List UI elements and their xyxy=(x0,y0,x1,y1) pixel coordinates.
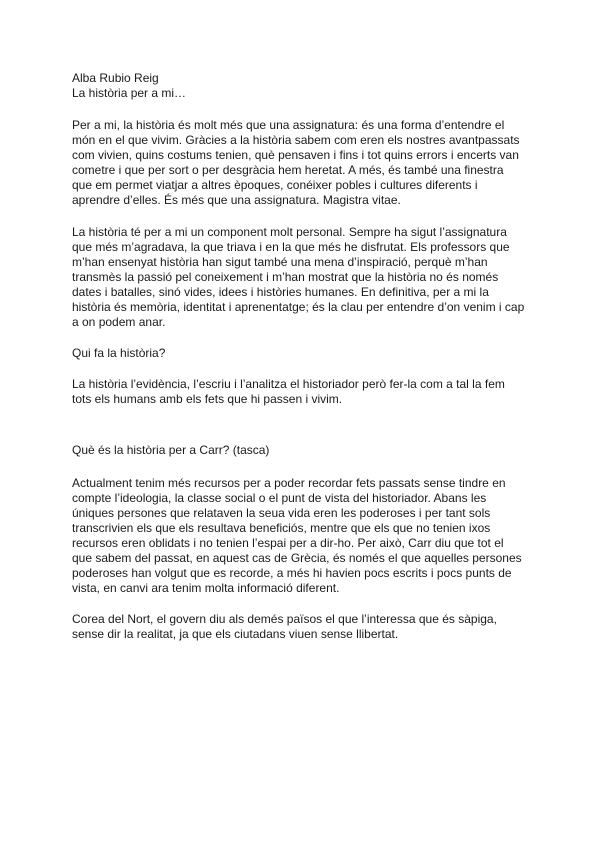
text-line: que sabem del passat, en aquest cas de Grècia, és només el que aquelles persones xyxy=(72,551,522,565)
author-name: Alba Rubio Reig xyxy=(72,71,159,85)
section-heading-qui-fa xyxy=(72,346,532,361)
text-line: aprendre d’elles. És més que una assignatura. Magistra vitae. xyxy=(72,193,401,207)
paragraph-personal xyxy=(72,225,532,330)
text-line: història és memòria, identitat i aprenentatge; és la clau per entendre d’on venim i cap xyxy=(72,300,525,314)
text-line: que més m’agradava, la que triava i en la que més he disfrutat. Els professors que xyxy=(72,240,510,254)
text-line: La història té per a mi un component molt personal. Sempre ha sigut l’assignatura xyxy=(72,225,507,239)
text-line: úniques persones que relataven la seua vida eren les poderoses i per tant sols xyxy=(72,506,491,520)
text-line: Per a mi, la història és molt més que una assignatura: és una forma d’entendre el xyxy=(72,118,505,132)
text-line: recursos eren oblidats i no tenien l’espai per a dir-ho. Per això, Carr diu que tot el xyxy=(72,536,504,550)
paragraph-carr xyxy=(72,476,532,596)
paragraph-qui-fa xyxy=(72,377,532,407)
section-heading-carr xyxy=(72,443,532,458)
text-line: Corea del Nort, el govern diu als demés països el que l’interessa que és sàpiga, xyxy=(72,612,497,626)
section-heading: Què és la història per a Carr? (tasca) xyxy=(72,443,270,457)
section-heading: Qui fa la història? xyxy=(72,346,166,360)
text-line: món en el que vivim. Gràcies a la història sabem com eren els nostres avantpassats xyxy=(72,133,520,147)
text-line: sense dir la realitat, ja que els ciutadans viuen sense llibertat. xyxy=(72,627,399,641)
text-line: La història l’evidència, l’escriu i l’analitza el historiador però fer-la com a tal la fem xyxy=(72,377,505,391)
text-line: que em permet viatjar a altres èpoques, conéixer pobles i cultures diferents i xyxy=(72,178,478,192)
text-line: poderoses han volgut que es recorde, a més hi havien pocs escrits i pocs punts de xyxy=(72,566,512,580)
text-line: dates i batalles, sinó vides, idees i històries humanes. En definitiva, per a mi la xyxy=(72,285,489,299)
document-page xyxy=(72,71,532,642)
text-line: cometre i que per sort o per desgràcia hem heretat. A més, és també una finestra xyxy=(72,163,504,177)
text-line: transcrivien els que els resultava beneficiós, mentre que els que no tenien ixos xyxy=(72,521,491,535)
text-line: vista, en canvi ara tenim molta informació diferent. xyxy=(72,581,340,595)
text-line: Actualment tenim més recursos per a poder recordar fets passats sense tindre en xyxy=(72,476,506,490)
paragraph-intro xyxy=(72,118,532,208)
text-line: compte l’ideologia, la classe social o el punt de vista del historiador. Abans les xyxy=(72,491,487,505)
document-title: La història per a mi… xyxy=(72,86,187,100)
text-line: a on podem anar. xyxy=(72,315,166,329)
text-line: transmès la passió pel coneixement i m’han mostrat que la història no és només xyxy=(72,270,499,284)
paragraph-corea xyxy=(72,612,532,642)
text-line: tots els humans amb els fets que hi passen i vivim. xyxy=(72,392,343,406)
text-line: m’han ensenyat història han sigut també una mena d’inspiració, perquè m’han xyxy=(72,255,488,269)
document-header xyxy=(72,71,532,101)
text-line: com vivien, quins costums tenien, què pensaven i fins i tot quins errors i encerts van xyxy=(72,148,519,162)
